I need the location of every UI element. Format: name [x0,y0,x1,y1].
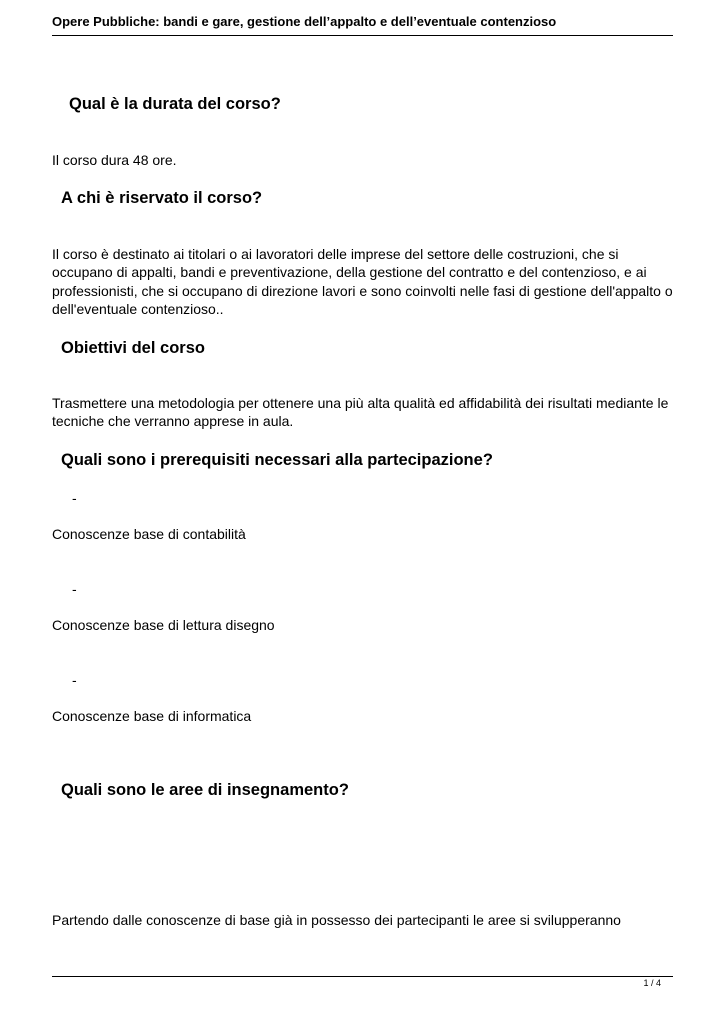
paragraph-aree: Partendo dalle conoscenze di base già in possesso dei partecipanti le aree si svilupperanno [52,912,621,928]
heading-obiettivi: Obiettivi del corso [61,339,205,357]
page-header-title: Opere Pubbliche: bandi e gare, gestione dell’appalto e dell’eventuale contenzioso [52,14,557,29]
list-item: Conoscenze base di informatica [52,708,252,724]
paragraph-obiettivi: Trasmettere una metodologia per ottenere una più alta qualità ed affidabilità dei risultati mediante le tecniche che verranno apprese in aula. [52,395,669,430]
paragraph-riservato: Il corso è destinato ai titolari o ai lavoratori delle imprese del settore delle costruzioni, che si occupano di appalti, bandi e preventivazione, della gestione del contratto e del contenzioso, e ai professionisti, che si occupano di direzione lavori e sono coinvolti nelle fasi di gestione dell'appalto o dell'eventuale contenzioso.. [52,246,673,317]
list-bullet-dash: - [72,581,77,597]
list-bullet-dash: - [72,672,77,688]
list-item: Conoscenze base di contabilità [52,526,246,542]
heading-riservato: A chi è riservato il corso? [61,189,263,207]
heading-aree: Quali sono le aree di insegnamento? [61,781,349,799]
footer-divider [52,976,673,977]
paragraph-durata: Il corso dura 48 ore. [52,152,177,168]
list-item: Conoscenze base di lettura disegno [52,617,275,633]
heading-durata: Qual è la durata del corso? [69,95,281,113]
page-number: 1 / 4 [643,978,661,988]
header-divider [52,35,673,36]
list-bullet-dash: - [72,490,77,506]
heading-prerequisiti: Quali sono i prerequisiti necessari alla partecipazione? [61,451,493,469]
